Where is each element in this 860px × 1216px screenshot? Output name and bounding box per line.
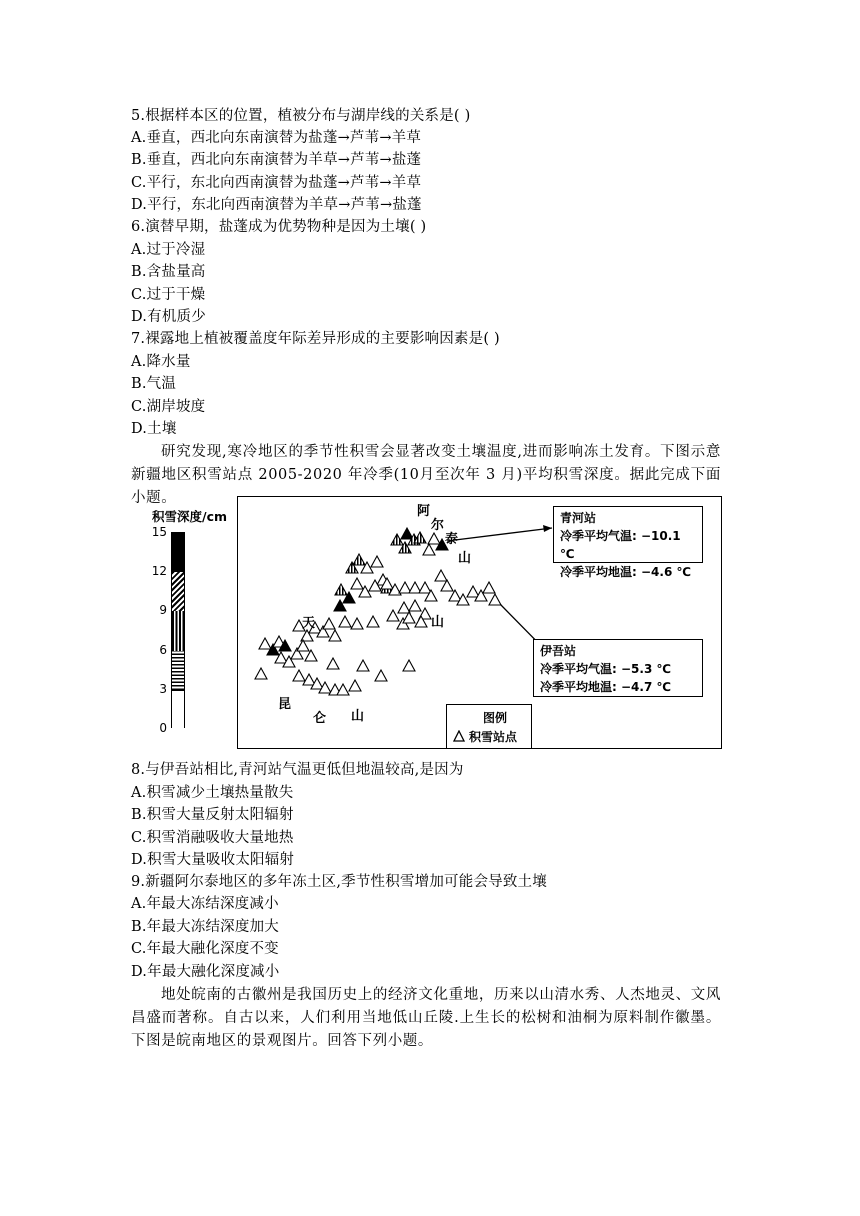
snow-station-triangle [401, 528, 413, 539]
snow-station-triangle [409, 600, 421, 611]
tick-label: 12 [151, 564, 167, 578]
snow-station-triangle [423, 544, 435, 555]
snow-station-triangle [323, 618, 335, 629]
question-7-option-d: D.土壤 [131, 421, 177, 437]
snow-station-triangle [441, 580, 453, 591]
tianshan-label-1: 天 [302, 616, 316, 631]
question-9-option-d: D.年最大融化深度减小 [131, 964, 280, 980]
snow-intro-paragraph: 研究发现,寒冷地区的季节性积雪会显著改变土壤温度,进而影响冻土发育。下图示意新疆地区积雪站点 2005-2020 年冷季(10月至次年 3 月)平均积雪深度。据此完成下面小题。 [131, 444, 721, 506]
station-triangle-icon [453, 730, 465, 742]
question-8-stem: 8.与伊吾站相比,青河站气温更低但地温较高,是因为 [131, 762, 464, 778]
question-5-stem: 5.根据样本区的位置，植被分布与湖岸线的关系是( ) [131, 108, 471, 124]
question-5-option-d: D.平行，东北向西南演替为羊草→芦苇→盐蓬 [131, 197, 422, 213]
snow-station-triangle [339, 616, 351, 627]
snow-depth-map [140, 492, 720, 754]
question-8-option-c: C.积雪消融吸收大量地热 [131, 830, 294, 846]
snow-station-triangle [327, 658, 339, 669]
tick-label: 9 [159, 603, 167, 617]
snow-station-triangle [367, 616, 379, 627]
legend-title: 积雪深度/cm [152, 509, 228, 524]
kunlun-label-1: 昆 [278, 697, 292, 712]
question-6-option-c: C.过于干燥 [131, 287, 206, 303]
snow-station-triangle [337, 684, 349, 695]
kunlun-label-2: 仑 [313, 711, 327, 726]
question-9-stem: 9.新疆阿尔泰地区的多年冻土区,季节性积雪增加可能会导致土壤 [131, 874, 547, 890]
snow-station-triangle [428, 533, 440, 544]
tianshan-label-2: 山 [431, 615, 445, 630]
snow-station-triangle [467, 586, 479, 597]
snow-station-triangle [435, 570, 447, 581]
question-9-option-b: B.年最大冻结深度加大 [131, 919, 279, 935]
bar-segment-12-15 [172, 533, 184, 572]
question-9-option-c: C.年最大融化深度不变 [131, 941, 279, 957]
map-legend-item: 积雪站点 [469, 730, 518, 744]
question-6-stem: 6.演替早期，盐蓬成为优势物种是因为土壤( ) [131, 219, 427, 235]
snow-station-triangle [409, 582, 421, 593]
snow-station-triangle [255, 668, 267, 679]
snow-station-triangle [305, 650, 317, 661]
yiwu-info-box [533, 639, 703, 697]
snow-depth-color-bar [171, 532, 185, 728]
yiwu-name: 伊吾站 [540, 644, 577, 658]
question-8-option-a: A.积雪减少土壤热量散失 [131, 785, 294, 801]
question-5-option-a: A.垂直，西北向东南演替为盐蓬→芦苇→羊草 [131, 130, 422, 146]
snow-station-triangle [349, 680, 361, 691]
question-7-option-a: A.降水量 [131, 354, 191, 370]
bar-segment-9-12 [172, 572, 184, 611]
question-7-stem: 7.裸露地上植被覆盖度年际差异形成的主要影响因素是( ) [131, 331, 500, 347]
altai-label-4: 山 [458, 551, 472, 566]
tick-label: 0 [159, 721, 167, 735]
snow-station-triangle [335, 584, 347, 595]
qinghe-leader-line [447, 528, 552, 541]
tick-label: 15 [151, 525, 167, 539]
question-8-option-b: B.积雪大量反射太阳辐射 [131, 807, 294, 823]
map-legend-box [446, 704, 532, 749]
snow-station-triangle [353, 554, 365, 565]
qinghe-info-box [553, 506, 703, 579]
bar-segment-0-3 [172, 690, 184, 729]
altai-label-3: 泰 [445, 532, 459, 547]
question-7-option-c: C.湖岸坡度 [131, 399, 206, 415]
snow-station-triangle [329, 630, 341, 641]
snow-station-triangle [419, 582, 431, 593]
altai-label-1: 阿 [417, 504, 431, 519]
question-5-option-b: B.垂直，西北向东南演替为羊草→芦苇→盐蓬 [131, 152, 422, 168]
snow-station-triangle [375, 670, 387, 681]
kunlun-label-3: 山 [351, 709, 365, 724]
snow-station-triangle [403, 660, 415, 671]
yiwu-ground-temp: 冷季平均地温: −4.7 ℃ [540, 680, 671, 694]
qinghe-arrowhead [543, 525, 552, 532]
bar-segment-6-9 [172, 611, 184, 651]
snow-station-triangle [351, 618, 363, 629]
question-8-option-d: D.积雪大量吸收太阳辐射 [131, 852, 295, 868]
map-legend-title: 图例 [483, 711, 508, 725]
snow-station-triangle [489, 594, 501, 605]
qinghe-ground-temp: 冷季平均地温: −4.6 ℃ [560, 565, 691, 579]
bar-segment-3-6 [172, 651, 184, 690]
snow-station-triangle [351, 578, 363, 589]
snow-station-triangle [259, 638, 271, 649]
qinghe-air-temp: 冷季平均气温: −10.1 ℃ [560, 529, 681, 561]
snow-station-triangle [297, 640, 309, 651]
question-7-option-b: B.气温 [131, 376, 177, 392]
snow-station-triangle [371, 556, 383, 567]
snow-station-triangle [387, 610, 399, 621]
snow-station-triangle [449, 590, 461, 601]
altai-label-2: 尔 [431, 518, 445, 533]
question-6-option-a: A.过于冷湿 [131, 242, 206, 258]
snow-station-triangle [357, 660, 369, 671]
snow-station-triangle [399, 582, 411, 593]
question-5-option-c: C.平行，东北向西南演替为盐蓬→芦苇→羊草 [131, 175, 422, 191]
qinghe-name: 青河站 [560, 511, 597, 525]
question-6-option-b: B.含盐量高 [131, 264, 206, 280]
question-6-option-d: D.有机质少 [131, 309, 206, 325]
tick-label: 6 [159, 643, 167, 657]
tick-label: 3 [159, 682, 167, 696]
yiwu-air-temp: 冷季平均气温: −5.3 ℃ [540, 662, 671, 676]
question-9-option-a: A.年最大冻结深度减小 [131, 896, 279, 912]
snow-station-triangle [403, 612, 415, 623]
snow-station-triangle [483, 582, 495, 593]
huizhou-intro-paragraph: 地处皖南的古徽州是我国历史上的经济文化重地，历来以山清水秀、人杰地灵、文风昌盛而著称。自古以来，人们利用当地低山丘陵.上生长的松树和油桐为原料制作徽墨。下图是皖南地区的景观图片。回答下列小题。 [131, 987, 721, 1049]
snow-station-triangle [293, 670, 305, 681]
